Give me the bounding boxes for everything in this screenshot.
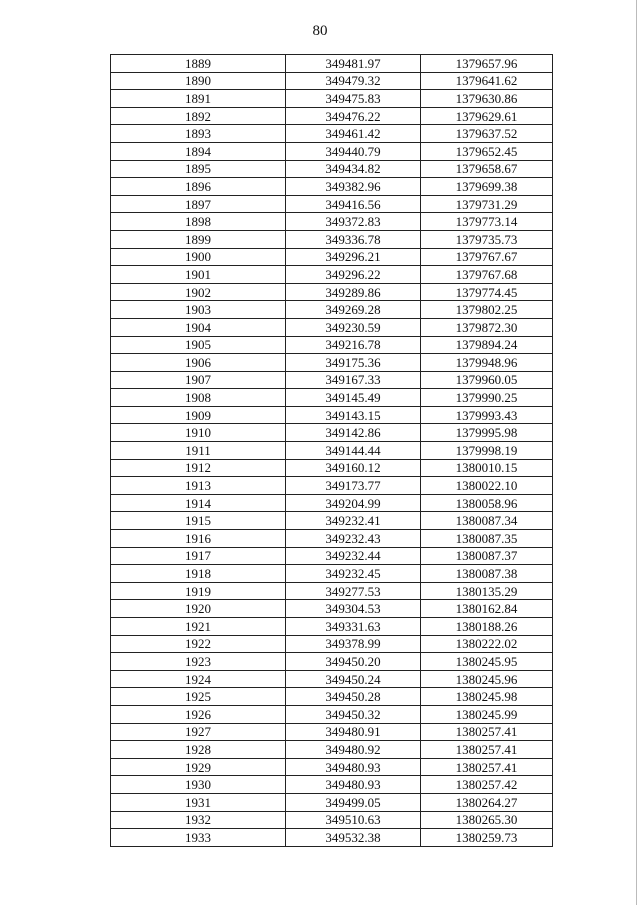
x-coordinate-cell: 349216.78	[286, 336, 421, 354]
x-coordinate-cell: 349480.92	[286, 741, 421, 759]
x-coordinate-cell: 349331.63	[286, 618, 421, 636]
table-row	[111, 530, 553, 548]
y-coordinate-cell: 1379629.61	[421, 107, 553, 125]
x-coordinate-cell: 349440.79	[286, 142, 421, 160]
x-coordinate-cell: 349232.43	[286, 530, 421, 548]
table-row	[111, 494, 553, 512]
x-coordinate-cell: 349450.24	[286, 670, 421, 688]
x-coordinate-cell: 349269.28	[286, 301, 421, 319]
y-coordinate-cell: 1380058.96	[421, 494, 553, 512]
point-number-cell: 1896	[111, 178, 286, 196]
x-coordinate-cell: 349336.78	[286, 230, 421, 248]
table-row	[111, 336, 553, 354]
point-number-cell: 1910	[111, 424, 286, 442]
x-coordinate-cell: 349232.45	[286, 565, 421, 583]
table-row	[111, 547, 553, 565]
point-number-cell: 1927	[111, 723, 286, 741]
table-row	[111, 266, 553, 284]
y-coordinate-cell: 1380257.41	[421, 741, 553, 759]
point-number-cell: 1898	[111, 213, 286, 231]
table-row	[111, 55, 553, 73]
point-number-cell: 1913	[111, 477, 286, 495]
x-coordinate-cell: 349145.49	[286, 389, 421, 407]
y-coordinate-cell: 1380245.99	[421, 705, 553, 723]
y-coordinate-cell: 1380245.95	[421, 653, 553, 671]
table-row	[111, 459, 553, 477]
x-coordinate-cell: 349160.12	[286, 459, 421, 477]
x-coordinate-cell: 349450.20	[286, 653, 421, 671]
point-number-cell: 1889	[111, 55, 286, 73]
y-coordinate-cell: 1379774.45	[421, 283, 553, 301]
x-coordinate-cell: 349232.41	[286, 512, 421, 530]
x-coordinate-cell: 349230.59	[286, 318, 421, 336]
y-coordinate-cell: 1379699.38	[421, 178, 553, 196]
scan-edge-line	[636, 0, 637, 905]
table-row	[111, 230, 553, 248]
point-number-cell: 1902	[111, 283, 286, 301]
point-number-cell: 1912	[111, 459, 286, 477]
table-row	[111, 688, 553, 706]
point-number-cell: 1911	[111, 442, 286, 460]
point-number-cell: 1897	[111, 195, 286, 213]
table-row	[111, 301, 553, 319]
point-number-cell: 1890	[111, 72, 286, 90]
y-coordinate-cell: 1380087.35	[421, 530, 553, 548]
point-number-cell: 1926	[111, 705, 286, 723]
y-coordinate-cell: 1379872.30	[421, 318, 553, 336]
y-coordinate-cell: 1379630.86	[421, 90, 553, 108]
x-coordinate-cell: 349304.53	[286, 600, 421, 618]
x-coordinate-cell: 349479.32	[286, 72, 421, 90]
y-coordinate-cell: 1380257.42	[421, 776, 553, 794]
x-coordinate-cell: 349173.77	[286, 477, 421, 495]
point-number-cell: 1932	[111, 811, 286, 829]
table-row	[111, 670, 553, 688]
y-coordinate-cell: 1380135.29	[421, 582, 553, 600]
table-row	[111, 178, 553, 196]
y-coordinate-cell: 1380257.41	[421, 723, 553, 741]
point-number-cell: 1933	[111, 829, 286, 847]
table-row	[111, 653, 553, 671]
table-row	[111, 512, 553, 530]
point-number-cell: 1923	[111, 653, 286, 671]
point-number-cell: 1903	[111, 301, 286, 319]
y-coordinate-cell: 1379894.24	[421, 336, 553, 354]
y-coordinate-cell: 1380162.84	[421, 600, 553, 618]
table-row	[111, 618, 553, 636]
y-coordinate-cell: 1380264.27	[421, 793, 553, 811]
table-row	[111, 125, 553, 143]
y-coordinate-cell: 1379802.25	[421, 301, 553, 319]
table-row	[111, 213, 553, 231]
point-number-cell: 1917	[111, 547, 286, 565]
y-coordinate-cell: 1380245.98	[421, 688, 553, 706]
page-number: 80	[312, 23, 328, 39]
point-number-cell: 1892	[111, 107, 286, 125]
table-row	[111, 776, 553, 794]
table-row	[111, 741, 553, 759]
point-number-cell: 1904	[111, 318, 286, 336]
x-coordinate-cell: 349475.83	[286, 90, 421, 108]
x-coordinate-cell: 349232.44	[286, 547, 421, 565]
y-coordinate-cell: 1380257.41	[421, 758, 553, 776]
x-coordinate-cell: 349175.36	[286, 354, 421, 372]
table-row	[111, 565, 553, 583]
x-coordinate-cell: 349144.44	[286, 442, 421, 460]
x-coordinate-cell: 349416.56	[286, 195, 421, 213]
x-coordinate-cell: 349204.99	[286, 494, 421, 512]
x-coordinate-cell: 349461.42	[286, 125, 421, 143]
table-row	[111, 90, 553, 108]
point-number-cell: 1928	[111, 741, 286, 759]
x-coordinate-cell: 349296.21	[286, 248, 421, 266]
y-coordinate-cell: 1379731.29	[421, 195, 553, 213]
point-number-cell: 1908	[111, 389, 286, 407]
point-number-cell: 1919	[111, 582, 286, 600]
table-row	[111, 248, 553, 266]
point-number-cell: 1909	[111, 406, 286, 424]
point-number-cell: 1901	[111, 266, 286, 284]
y-coordinate-cell: 1380087.37	[421, 547, 553, 565]
table-row	[111, 758, 553, 776]
x-coordinate-cell: 349382.96	[286, 178, 421, 196]
point-number-cell: 1921	[111, 618, 286, 636]
table-row	[111, 107, 553, 125]
table-row	[111, 354, 553, 372]
x-coordinate-cell: 349434.82	[286, 160, 421, 178]
table-row	[111, 406, 553, 424]
point-number-cell: 1893	[111, 125, 286, 143]
point-number-cell: 1925	[111, 688, 286, 706]
table-row	[111, 442, 553, 460]
table-row	[111, 283, 553, 301]
point-number-cell: 1916	[111, 530, 286, 548]
point-number-cell: 1891	[111, 90, 286, 108]
point-number-cell: 1931	[111, 793, 286, 811]
x-coordinate-cell: 349289.86	[286, 283, 421, 301]
table-row	[111, 142, 553, 160]
point-number-cell: 1924	[111, 670, 286, 688]
point-number-cell: 1905	[111, 336, 286, 354]
y-coordinate-cell: 1379993.43	[421, 406, 553, 424]
point-number-cell: 1930	[111, 776, 286, 794]
x-coordinate-cell: 349143.15	[286, 406, 421, 424]
y-coordinate-cell: 1380087.38	[421, 565, 553, 583]
y-coordinate-cell: 1379767.68	[421, 266, 553, 284]
y-coordinate-cell: 1379767.67	[421, 248, 553, 266]
y-coordinate-cell: 1379995.98	[421, 424, 553, 442]
table-row	[111, 160, 553, 178]
x-coordinate-cell: 349167.33	[286, 371, 421, 389]
y-coordinate-cell: 1380022.10	[421, 477, 553, 495]
y-coordinate-cell: 1379960.05	[421, 371, 553, 389]
table-row	[111, 723, 553, 741]
table-row	[111, 582, 553, 600]
table-row	[111, 793, 553, 811]
x-coordinate-cell: 349481.97	[286, 55, 421, 73]
x-coordinate-cell: 349480.93	[286, 776, 421, 794]
y-coordinate-cell: 1379658.67	[421, 160, 553, 178]
point-number-cell: 1929	[111, 758, 286, 776]
y-coordinate-cell: 1379637.52	[421, 125, 553, 143]
y-coordinate-cell: 1380188.26	[421, 618, 553, 636]
x-coordinate-cell: 349532.38	[286, 829, 421, 847]
y-coordinate-cell: 1380265.30	[421, 811, 553, 829]
x-coordinate-cell: 349142.86	[286, 424, 421, 442]
point-number-cell: 1894	[111, 142, 286, 160]
point-number-cell: 1918	[111, 565, 286, 583]
point-number-cell: 1899	[111, 230, 286, 248]
point-number-cell: 1906	[111, 354, 286, 372]
y-coordinate-cell: 1380010.15	[421, 459, 553, 477]
coordinates-table-body	[111, 55, 553, 847]
y-coordinate-cell: 1379735.73	[421, 230, 553, 248]
coordinates-table	[110, 54, 553, 847]
y-coordinate-cell: 1379990.25	[421, 389, 553, 407]
y-coordinate-cell: 1379641.62	[421, 72, 553, 90]
x-coordinate-cell: 349277.53	[286, 582, 421, 600]
table-row	[111, 371, 553, 389]
x-coordinate-cell: 349499.05	[286, 793, 421, 811]
y-coordinate-cell: 1380087.34	[421, 512, 553, 530]
point-number-cell: 1922	[111, 635, 286, 653]
x-coordinate-cell: 349480.91	[286, 723, 421, 741]
point-number-cell: 1914	[111, 494, 286, 512]
table-row	[111, 72, 553, 90]
point-number-cell: 1920	[111, 600, 286, 618]
x-coordinate-cell: 349480.93	[286, 758, 421, 776]
table-row	[111, 389, 553, 407]
table-row	[111, 195, 553, 213]
x-coordinate-cell: 349510.63	[286, 811, 421, 829]
x-coordinate-cell: 349296.22	[286, 266, 421, 284]
y-coordinate-cell: 1379998.19	[421, 442, 553, 460]
y-coordinate-cell: 1379773.14	[421, 213, 553, 231]
table-row	[111, 424, 553, 442]
point-number-cell: 1895	[111, 160, 286, 178]
x-coordinate-cell: 349450.32	[286, 705, 421, 723]
table-row	[111, 635, 553, 653]
x-coordinate-cell: 349378.99	[286, 635, 421, 653]
point-number-cell: 1907	[111, 371, 286, 389]
y-coordinate-cell: 1379657.96	[421, 55, 553, 73]
table-row	[111, 705, 553, 723]
table-row	[111, 600, 553, 618]
table-row	[111, 477, 553, 495]
table-row	[111, 811, 553, 829]
point-number-cell: 1915	[111, 512, 286, 530]
x-coordinate-cell: 349372.83	[286, 213, 421, 231]
x-coordinate-cell: 349450.28	[286, 688, 421, 706]
y-coordinate-cell: 1379948.96	[421, 354, 553, 372]
y-coordinate-cell: 1380245.96	[421, 670, 553, 688]
x-coordinate-cell: 349476.22	[286, 107, 421, 125]
y-coordinate-cell: 1380222.02	[421, 635, 553, 653]
point-number-cell: 1900	[111, 248, 286, 266]
y-coordinate-cell: 1379652.45	[421, 142, 553, 160]
table-row	[111, 318, 553, 336]
y-coordinate-cell: 1380259.73	[421, 829, 553, 847]
table-row	[111, 829, 553, 847]
